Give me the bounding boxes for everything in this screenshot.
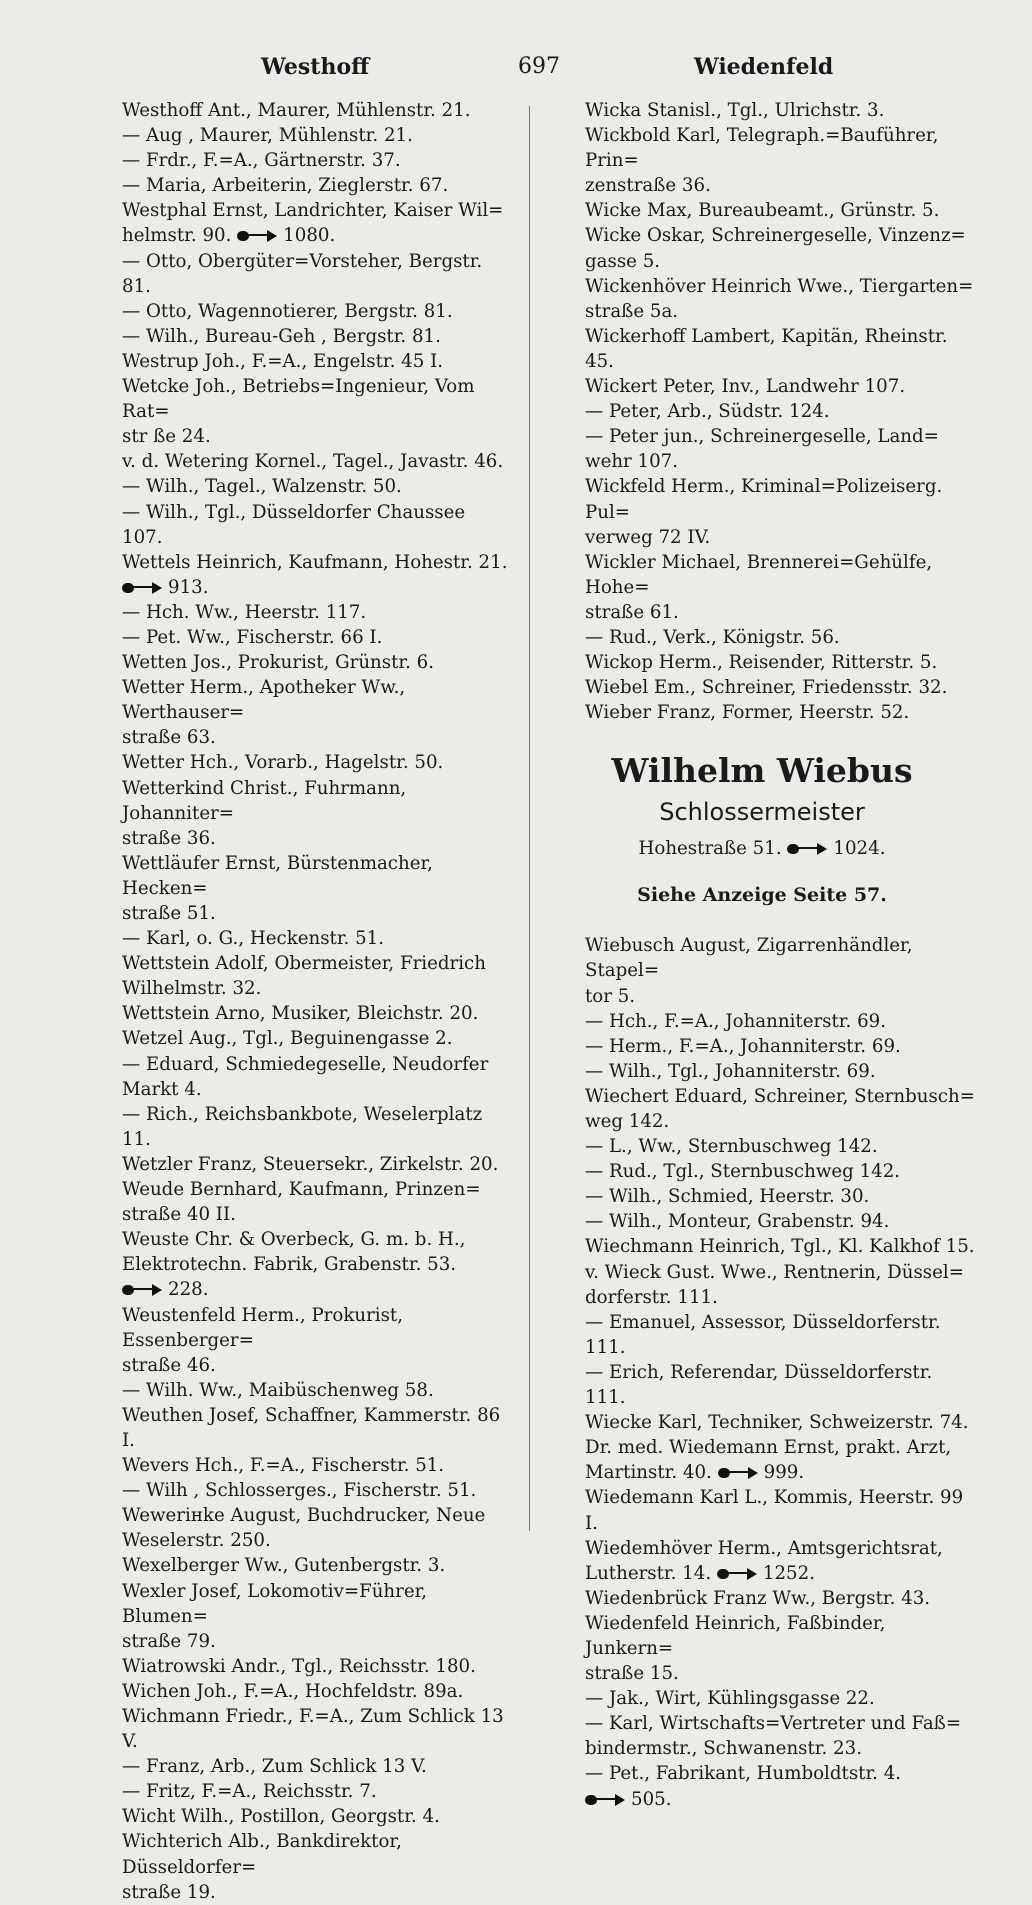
telephone-icon: [585, 1794, 625, 1806]
entry-continuation-line: wehr 107.: [585, 451, 679, 473]
directory-entry: [549, 98, 975, 123]
telephone-number: 228.: [168, 1279, 209, 1301]
entry-line: Wettels Heinrich, Kaufmann, Hohestr. 21.: [122, 551, 508, 573]
entry-line: — Eduard, Schmiedegeselle, Neudorfer: [122, 1053, 489, 1075]
directory-entry: [86, 1704, 510, 1754]
directory-entry: [86, 675, 510, 750]
directory-entry: [549, 1234, 975, 1259]
entry-line: — Otto, Wagennotierer, Bergstr. 81.: [122, 300, 453, 322]
entry-line: Wiedenbrück Franz Ww., Bergstr. 43.: [585, 1587, 931, 1609]
directory-entry: [549, 1686, 975, 1711]
entry-continuation-line: bindermstr., Schwanenstr. 23.: [585, 1738, 862, 1760]
column-divider: [529, 106, 530, 1531]
directory-entry: [549, 399, 975, 424]
entry-line: Wetterkind Christ., Fuhrmann, Johanniter=: [122, 777, 407, 824]
entry-continuation-line: Markt 4.: [122, 1078, 202, 1100]
advert-trade: Schlossermeister: [659, 798, 865, 827]
directory-entry: [86, 1177, 510, 1227]
directory-entry: [86, 1679, 510, 1704]
entry-line: Wickbold Karl, Telegraph.=Bauführer, Prin=: [585, 125, 939, 172]
directory-entry: [86, 550, 510, 600]
entry-line: Weustenfeld Herm., Prokurist, Essenberger=: [122, 1304, 403, 1351]
directory-entry: [86, 1503, 510, 1553]
directory-entry: [86, 123, 510, 148]
entry-continuation-line: [585, 1561, 975, 1586]
entry-line: Wetzler Franz, Steuersekr., Zirkelstr. 20.: [122, 1153, 499, 1175]
directory-entry: [86, 951, 510, 1001]
directory-entry: [86, 1303, 510, 1378]
entry-continuation-line: dorferstr. 111.: [585, 1286, 718, 1308]
directory-entry: [86, 1553, 510, 1578]
directory-entry: [549, 1761, 975, 1811]
entry-line: Wicke Oskar, Schreinergeselle, Vinzenz=: [585, 225, 966, 247]
entry-line: — Karl, Wirtschafts=Vertreter und Faß=: [585, 1713, 962, 1735]
entry-line: Wicke Max, Bureaubeamt., Grünstr. 5.: [585, 200, 940, 222]
entry-line: — Maria, Arbeiterin, Zieglerstr. 67.: [122, 175, 449, 197]
entry-phone-line: [585, 1787, 975, 1812]
entry-line: Wickler Michael, Brennerei=Gehülfe, Hohe=: [585, 551, 933, 598]
directory-entry: [549, 933, 975, 1008]
telephone-icon: [718, 1467, 758, 1479]
directory-entry: [549, 675, 975, 700]
directory-entry: [549, 1260, 975, 1310]
directory-entry: [86, 1453, 510, 1478]
entry-line: Wettstein Arno, Musiker, Bleichstr. 20.: [122, 1003, 479, 1025]
directory-entry: [549, 1485, 975, 1535]
advert-phone: 1024.: [833, 838, 886, 860]
entry-line: Wickfeld Herm., Kriminal=Polizeiserg. Pul=: [585, 476, 943, 523]
page-header: [0, 54, 1032, 94]
entry-line: Wiecke Karl, Techniker, Schweizerstr. 74.: [585, 1412, 969, 1434]
entry-line: — Hch. Ww., Heerstr. 117.: [122, 601, 367, 623]
entry-continuation-line: straße 79.: [122, 1630, 216, 1652]
directory-entry: [549, 1034, 975, 1059]
entry-line: — Rich., Reichsbankbote, Weselerplatz 11.: [122, 1103, 483, 1150]
entry-line: Wieber Franz, Former, Heerstr. 52.: [585, 702, 910, 724]
directory-entry: [549, 198, 975, 223]
right-column-bottom: [549, 933, 975, 1811]
directory-entry: [86, 1052, 510, 1102]
entry-text: helmstr. 90.: [122, 225, 232, 247]
entry-continuation-line: zenstraße 36.: [585, 175, 711, 197]
entry-line: Wetter Hch., Vorarb., Hagelstr. 50.: [122, 752, 444, 774]
directory-entry: [86, 324, 510, 349]
entry-line: — Aug , Maurer, Mühlenstr. 21.: [122, 125, 413, 147]
entry-line: Weweriнke August, Buchdrucker, Neue: [122, 1505, 486, 1527]
entry-line: — Otto, Obergüter=Vorsteher, Bergstr. 81.: [122, 250, 483, 297]
directory-entry: [86, 1102, 510, 1152]
telephone-icon: [122, 582, 162, 594]
entry-continuation-line: Elektrotechn. Fabrik, Grabenstr. 53.: [122, 1254, 457, 1276]
entry-phone-line: [122, 1277, 510, 1302]
directory-entry: [86, 1754, 510, 1779]
entry-continuation-line: straße 40 II.: [122, 1204, 236, 1226]
entry-line: Wetter Herm., Apotheker Ww., Werthauser=: [122, 677, 406, 724]
directory-entry: [549, 374, 975, 399]
entry-line: Wexler Josef, Lokomotiv=Führer, Blumen=: [122, 1580, 428, 1627]
entry-line: Wetcke Joh., Betriebs=Ingenieur, Vom Rat=: [122, 376, 475, 423]
entry-line: — L., Ww., Sternbuschweg 142.: [585, 1136, 878, 1158]
directory-entry: [549, 1084, 975, 1134]
directory-entry: [86, 249, 510, 299]
entry-line: — Emanuel, Assessor, Düsseldorferstr. 111.: [585, 1311, 941, 1358]
directory-entry: [549, 1711, 975, 1761]
directory-entry: [86, 776, 510, 851]
directory-entry: [86, 449, 510, 474]
entry-line: Wichen Joh., F.=A., Hochfeldstr. 89a.: [122, 1680, 464, 1702]
directory-entry: [549, 474, 975, 549]
right-column: [549, 98, 975, 1812]
entry-line: — Wilh. Ww., Maibüschenweg 58.: [122, 1379, 434, 1401]
directory-entry: [86, 98, 510, 123]
directory-entry: [549, 1310, 975, 1360]
telephone-number: 505.: [631, 1788, 672, 1810]
right-column-top: [549, 98, 975, 725]
entry-continuation-line: straße 61.: [585, 601, 679, 623]
entry-line: — Jak., Wirt, Kühlingsgasse 22.: [585, 1688, 875, 1710]
directory-entry: [549, 1536, 975, 1586]
directory-entry: [86, 1654, 510, 1679]
directory-entry: [549, 550, 975, 625]
page-number: 697: [518, 54, 560, 79]
directory-entry: [549, 223, 975, 273]
entry-line: Wiebel Em., Schreiner, Friedensstr. 32.: [585, 677, 948, 699]
entry-line: Wetzel Aug., Tgl., Beguinengasse 2.: [122, 1028, 453, 1050]
entry-line: — Erich, Referendar, Düsseldorferstr. 111.: [585, 1361, 933, 1409]
directory-entry: [86, 600, 510, 625]
entry-continuation-line: gasse 5.: [585, 250, 661, 272]
directory-entry: [549, 1209, 975, 1234]
directory-entry: [549, 1611, 975, 1686]
directory-entry: [549, 625, 975, 650]
entry-line: Weude Bernhard, Kaufmann, Prinzen=: [122, 1179, 481, 1201]
directory-entry: [86, 1403, 510, 1453]
entry-continuation-line: tor 5.: [585, 985, 636, 1007]
entry-line: Wiebusch August, Zigarrenhändler, Stapel=: [585, 935, 913, 982]
entry-line: Wiatrowski Andr., Tgl., Reichsstr. 180.: [122, 1655, 476, 1677]
directory-entry: [86, 349, 510, 374]
entry-line: — Frdr., F.=A., Gärtnerstr. 37.: [122, 150, 401, 172]
header-right-keyword: Wiedenfeld: [694, 54, 834, 80]
entry-line: — Karl, o. G., Heckenstr. 51.: [122, 928, 385, 950]
telephone-icon: [787, 843, 827, 855]
entry-line: Wiedemann Karl L., Kommis, Heerstr. 99 I.: [585, 1487, 964, 1534]
entry-line: Weuste Chr. & Overbeck, G. m. b. H.,: [122, 1229, 466, 1251]
entry-line: — Wilh., Bureau-Geh , Bergstr. 81.: [122, 325, 441, 347]
entry-line: — Pet. Ww., Fischerstr. 66 I.: [122, 626, 383, 648]
directory-entry: [86, 500, 510, 550]
directory-entry: [86, 650, 510, 675]
directory-entry: [86, 1227, 510, 1302]
entry-continuation-line: straße 19.: [122, 1881, 216, 1903]
directory-entry: [549, 424, 975, 474]
entry-line: — Wilh , Schlosserges., Fischerstr. 51.: [122, 1480, 477, 1502]
entry-continuation-line: [585, 1460, 975, 1485]
entry-line: — Wilh., Monteur, Grabenstr. 94.: [585, 1211, 890, 1233]
entry-text: Martinstr. 40.: [585, 1462, 712, 1484]
directory-entry: [549, 1059, 975, 1084]
entry-continuation-line: straße 63.: [122, 727, 216, 749]
advert-address-line: [549, 833, 975, 865]
entry-line: — Wilh., Tgl., Johanniterstr. 69.: [585, 1060, 876, 1082]
directory-entry: [549, 1159, 975, 1184]
directory-entry: [549, 1009, 975, 1034]
entry-continuation-line: Weselerstr. 250.: [122, 1530, 271, 1552]
telephone-number: 913.: [168, 576, 209, 598]
left-column: [86, 98, 510, 1905]
entry-continuation-line: straße 5a.: [585, 300, 679, 322]
entry-line: Wickop Herm., Reisender, Ritterstr. 5.: [585, 652, 938, 674]
telephone-icon: [122, 1284, 162, 1296]
entry-line: Wicht Wilh., Postillon, Georgstr. 4.: [122, 1806, 440, 1828]
directory-entry: [549, 1134, 975, 1159]
entry-line: Wevers Hch., F.=A., Fischerstr. 51.: [122, 1455, 445, 1477]
entry-line: Westrup Joh., F.=A., Engelstr. 45 I.: [122, 350, 444, 372]
entry-text: Lutherstr. 14.: [585, 1562, 712, 1584]
entry-line: Wexelberger Ww., Gutenbergstr. 3.: [122, 1555, 446, 1577]
directory-entry: [549, 1410, 975, 1435]
directory-entry: [549, 123, 975, 198]
entry-line: v. Wieck Gust. Wwe., Rentnerin, Düssel=: [585, 1261, 964, 1283]
entry-continuation-line: Wilhelmstr. 32.: [122, 978, 262, 1000]
directory-entry: [86, 1001, 510, 1026]
directory-entry: [86, 299, 510, 324]
directory-entry: [86, 851, 510, 926]
advert-address: Hohestraße 51.: [638, 838, 782, 860]
directory-entry: [86, 173, 510, 198]
telephone-icon: [237, 230, 277, 242]
entry-line: Wickenhöver Heinrich Wwe., Tiergarten=: [585, 275, 974, 297]
directory-entry: [549, 1586, 975, 1611]
entry-line: — Rud., Verk., Königstr. 56.: [585, 626, 840, 648]
directory-entry: [86, 148, 510, 173]
directory-entry: [86, 625, 510, 650]
entry-continuation-line: [122, 223, 510, 248]
advertisement: [549, 751, 975, 911]
entry-line: Westphal Ernst, Landrichter, Kaiser Wil=: [122, 200, 504, 222]
advert-name: Wilhelm Wiebus: [611, 751, 913, 791]
directory-entry: [86, 1478, 510, 1503]
entry-line: Dr. med. Wiedemann Ernst, prakt. Arzt,: [585, 1437, 952, 1459]
directory-entry: [549, 650, 975, 675]
entry-line: — Peter, Arb., Südstr. 124.: [585, 401, 830, 423]
entry-line: Wichmann Friedr., F.=A., Zum Schlick 13 V.: [122, 1706, 504, 1753]
entry-phone-line: [122, 575, 510, 600]
entry-line: — Wilh., Tagel., Walzenstr. 50.: [122, 476, 402, 498]
entry-line: Wickerhoff Lambert, Kapitän, Rheinstr. 45.: [585, 325, 948, 372]
entry-line: Westhoff Ant., Maurer, Mühlenstr. 21.: [122, 100, 471, 121]
directory-entry: [549, 274, 975, 324]
entry-line: Weuthen Josef, Schaffner, Kammerstr. 86 I.: [122, 1404, 501, 1451]
header-left-keyword: Westhoff: [261, 54, 370, 80]
entry-line: Wiechert Eduard, Schreiner, Sternbusch=: [585, 1085, 975, 1107]
directory-entry: [86, 1829, 510, 1904]
entry-line: — Peter jun., Schreinergeselle, Land=: [585, 426, 939, 448]
entry-continuation-line: str ße 24.: [122, 426, 211, 448]
directory-entry: [86, 1026, 510, 1051]
directory-entry: [86, 198, 510, 248]
directory-entry: [549, 1360, 975, 1410]
directory-entry: [86, 926, 510, 951]
directory-entry: [86, 1579, 510, 1654]
entry-line: Wiedenfeld Heinrich, Faßbinder, Junkern=: [585, 1612, 886, 1659]
telephone-number: 999.: [763, 1462, 805, 1484]
entry-line: — Herm., F.=A., Johanniterstr. 69.: [585, 1035, 901, 1057]
directory-entry: [86, 374, 510, 449]
entry-continuation-line: straße 46.: [122, 1354, 216, 1376]
entry-line: — Pet., Fabrikant, Humboldtstr. 4.: [585, 1763, 902, 1785]
telephone-number: 1080.: [283, 225, 336, 247]
entry-line: Wicka Stanisl., Tgl., Ulrichstr. 3.: [585, 100, 885, 121]
directory-entry: [86, 750, 510, 775]
entry-line: Wettläufer Ernst, Bürstenmacher, Hecken=: [122, 852, 433, 899]
entry-line: — Fritz, F.=A., Reichsstr. 7.: [122, 1781, 377, 1803]
directory-entry: [86, 1804, 510, 1829]
directory-entry: [86, 1378, 510, 1403]
entry-line: Wichterich Alb., Bankdirektor, Düsseldorfer=: [122, 1831, 402, 1878]
directory-entry: [549, 1435, 975, 1485]
entry-line: — Wilh., Tgl., Düsseldorfer Chaussee 107.: [122, 501, 466, 548]
entry-line: — Hch., F.=A., Johanniterstr. 69.: [585, 1010, 886, 1032]
directory-entry: [86, 1779, 510, 1804]
telephone-icon: [717, 1568, 757, 1580]
entry-line: Wettstein Adolf, Obermeister, Friedrich: [122, 953, 486, 975]
directory-entry: [86, 474, 510, 499]
directory-entry: [549, 700, 975, 725]
advert-see-reference: Siehe Anzeige Seite 57.: [637, 884, 887, 907]
entry-continuation-line: straße 15.: [585, 1663, 679, 1685]
directory-entry: [86, 1152, 510, 1177]
directory-entry: [549, 1184, 975, 1209]
entry-line: — Wilh., Schmied, Heerstr. 30.: [585, 1186, 870, 1208]
entry-line: Wetten Jos., Prokurist, Grünstr. 6.: [122, 652, 435, 674]
entry-continuation-line: verweg 72 IV.: [585, 526, 711, 548]
entry-line: Wiedemhöver Herm., Amtsgerichtsrat,: [585, 1537, 943, 1559]
entry-line: v. d. Wetering Kornel., Tagel., Javastr. 46.: [122, 451, 504, 473]
entry-continuation-line: weg 142.: [585, 1111, 670, 1132]
entry-continuation-line: straße 36.: [122, 827, 216, 849]
directory-entry: [549, 324, 975, 374]
entry-continuation-line: straße 51.: [122, 903, 216, 924]
telephone-number: 1252.: [762, 1562, 815, 1584]
entry-line: — Rud., Tgl., Sternbuschweg 142.: [585, 1161, 901, 1183]
entry-line: — Franz, Arb., Zum Schlick 13 V.: [122, 1756, 427, 1778]
entry-line: Wickert Peter, Inv., Landwehr 107.: [585, 376, 906, 398]
entry-line: Wiechmann Heinrich, Tgl., Kl. Kalkhof 15.: [585, 1236, 975, 1258]
